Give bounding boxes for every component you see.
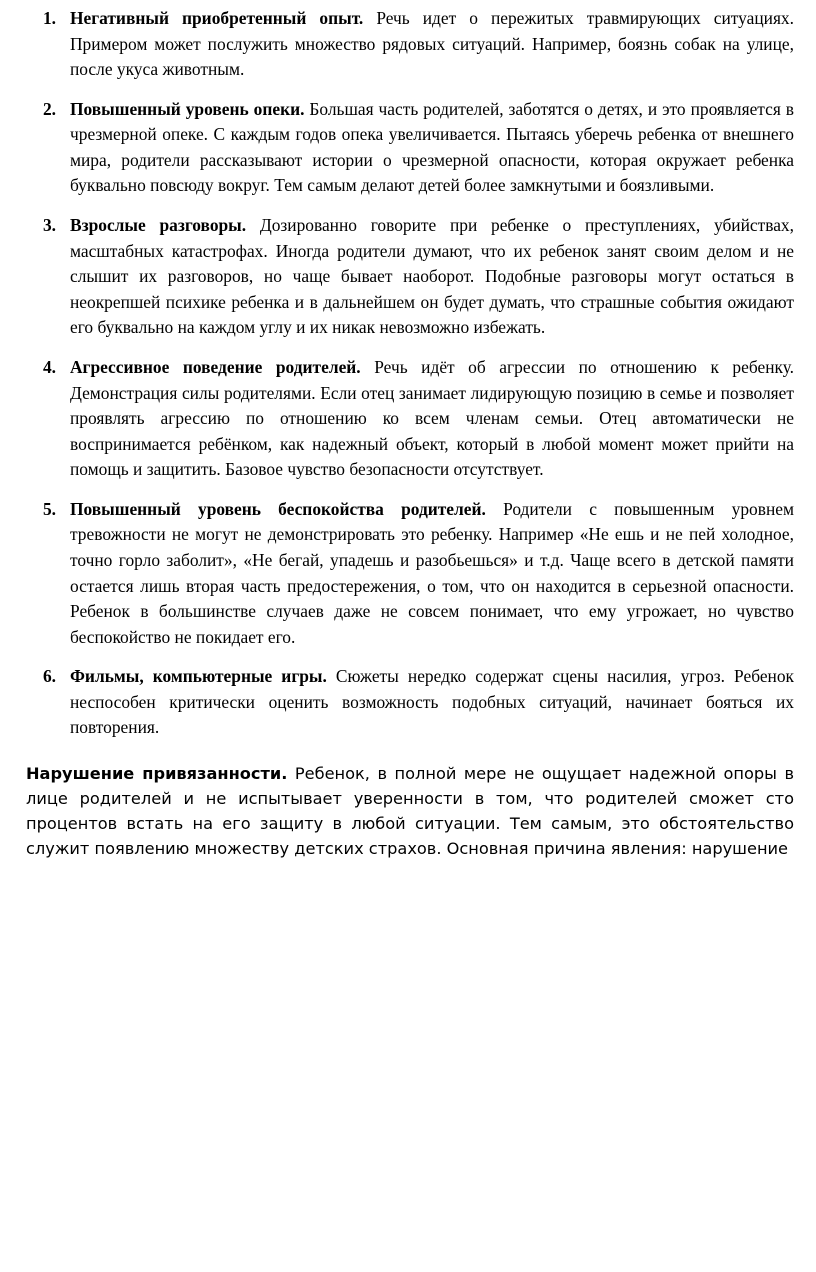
list-item-heading: Фильмы, компьютерные игры. xyxy=(70,666,327,687)
list-item xyxy=(26,213,794,341)
list-item-number: 3. xyxy=(42,215,56,236)
closing-paragraph xyxy=(26,761,794,861)
list-item-body: Речь идет о пережитых травмирующих ситуациях. Примером может послужить множество рядовых ситуаций. Например, боязнь собак на улице, после укуса животным. xyxy=(70,8,794,80)
list-item-heading: Взрослые разговоры. xyxy=(70,215,247,236)
list-item-content xyxy=(70,97,794,199)
list-item-body: Дозированно говорите при ребенке о преступлениях, убийствах, масштабных катастрофах. Иногда родители думают, что их ребенок занят своим делом и не слышит их разговоров, но чаще бывает наоборот. Подобные разговоры могут остаться в неокрепшей психике ребенка и в дальнейшем он будет думать, что страшные события ожидают его буквально на каждом углу и их никак невозможно избежать. xyxy=(70,215,794,338)
closing-heading: Нарушение привязанности. xyxy=(26,764,288,784)
list-item-content xyxy=(70,213,794,341)
list-item xyxy=(26,97,794,199)
list-item-number: 6. xyxy=(42,666,56,687)
list-item-content xyxy=(70,664,794,741)
list-item xyxy=(26,664,794,741)
list-item-content xyxy=(70,497,794,650)
list-item-body: Родители с повышенным уровнем тревожности не могут не демонстрировать это ребенку. Например «Не ешь и не пей холодное, точно горло заболит», «Не бегай, упадешь и разобьешься» и т.д. Чаще всего в детской памяти остается лишь вторая часть предостережения, о том, что он находится в серьезной опасности. Ребенок в большинстве случаев даже не совсем понимает, что ему угрожает, но чувство беспокойство не покидает его. xyxy=(70,498,794,647)
list-item-number: 1. xyxy=(42,8,56,28)
list-item xyxy=(26,355,794,483)
list-item-heading: Агрессивное поведение родителей. xyxy=(70,356,361,377)
list-item-body: Большая часть родителей, заботятся о детях, и это проявляется в чрезмерной опеке. С каждым годов опека увеличивается. Пытаясь уберечь ребенка от внешнего мира, родители рассказывают истории о чрезмерной опасности, которая окружает ребенка буквально повсюду вокруг. Тем самым делают детей более замкнутыми и боязливыми. xyxy=(70,98,794,196)
closing-body: Ребенок, в полной мере не ощущает надежной опоры в лице родителей и не испытывает уверенности в том, что родителей сможет сто процентов встать на его защиту в любой ситуации. Тем самым, это обстоятельство служит появлению множеству детских страхов. Основная причина явления: нарушение xyxy=(26,764,794,859)
list-item-number: 4. xyxy=(42,356,56,377)
numbered-list xyxy=(26,6,794,741)
list-item-content xyxy=(70,6,794,83)
list-item-heading: Негативный приобретенный опыт. xyxy=(70,8,364,28)
list-item xyxy=(26,6,794,83)
list-item-content xyxy=(70,355,794,483)
list-item-heading: Повышенный уровень опеки. xyxy=(70,98,305,119)
list-item-number: 2. xyxy=(42,98,56,119)
list-item-body: Сюжеты нередко содержат сцены насилия, угроз. Ребенок неспособен критически оценить возможность подобных ситуаций, начинает бояться их повторения. xyxy=(70,666,795,738)
list-item xyxy=(26,497,794,650)
list-item-body: Речь идёт об агрессии по отношению к ребенку. Демонстрация силы родителями. Если отец занимает лидирующую позицию в семье и позволяет проявлять агрессию по отношению ко всем членам семьи. Отец автоматически не воспринимается ребёнком, как надежный объект, который в любой момент может прийти на помощь и защитить. Базовое чувство безопасности отсутствует. xyxy=(70,356,794,480)
list-item-heading: Повышенный уровень беспокойства родителей. xyxy=(70,498,486,519)
list-item-number: 5. xyxy=(42,498,56,519)
